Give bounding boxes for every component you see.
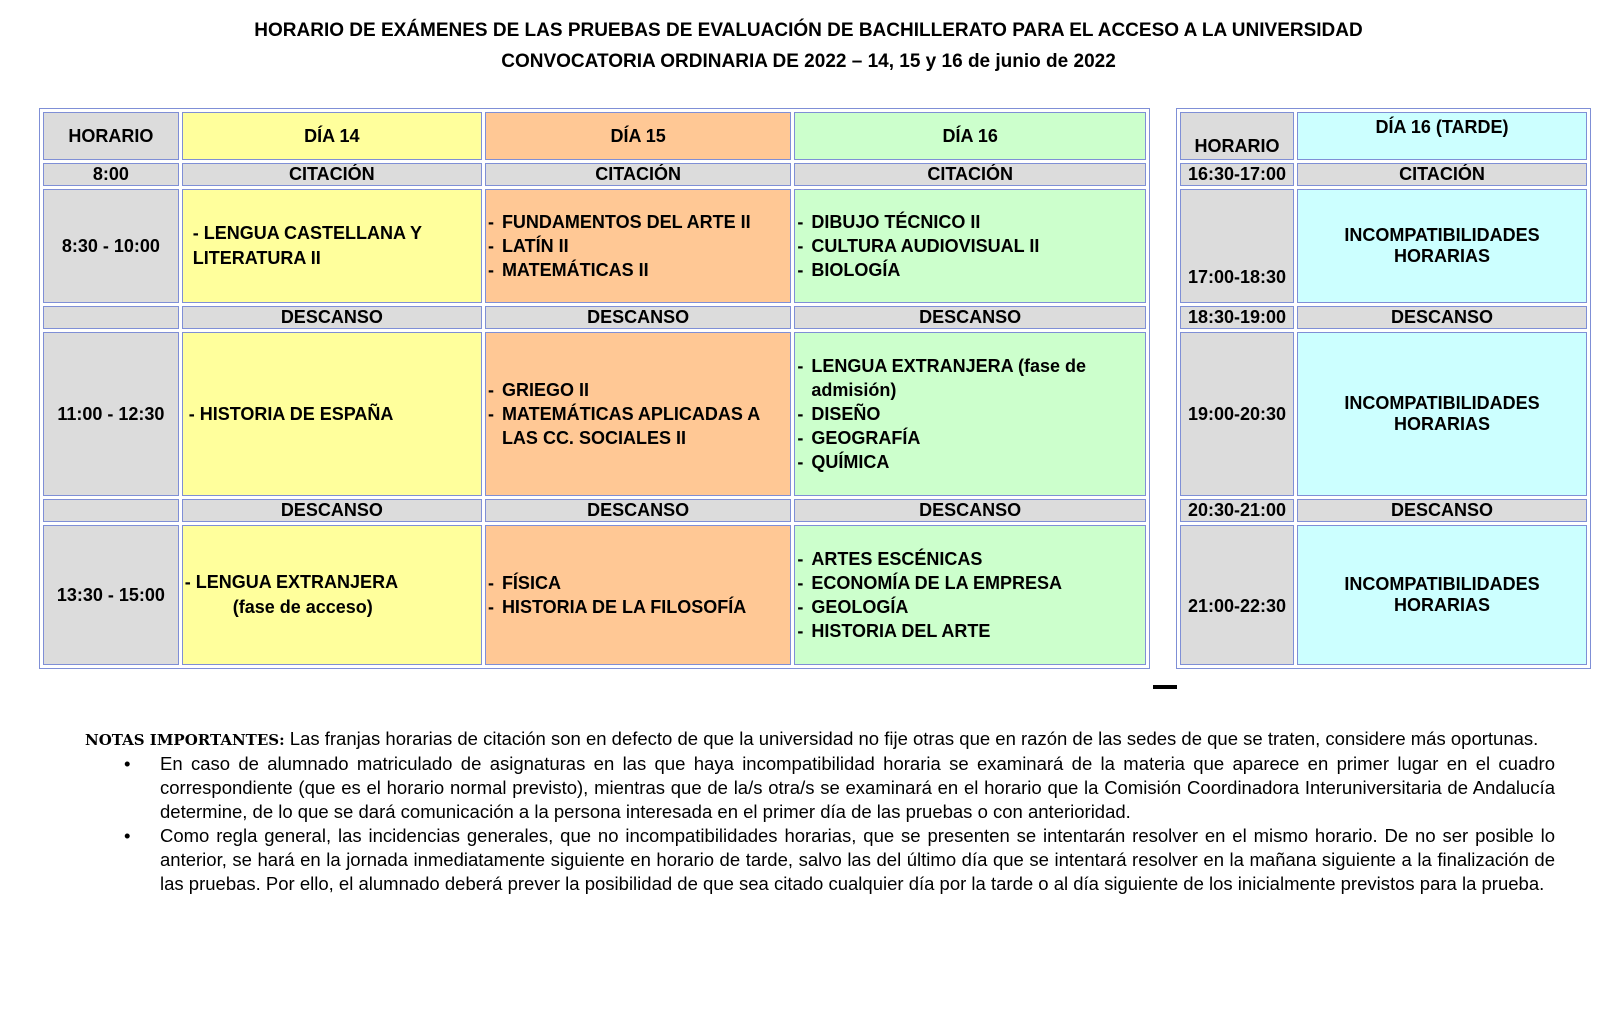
afternoon-descanso-1-time: 18:30-19:00 (1180, 306, 1294, 329)
header-dia-14: DÍA 14 (182, 112, 482, 160)
notes-list (85, 752, 1555, 896)
exam-subject: - LATÍN II (488, 234, 786, 258)
afternoon-descanso-row-2 (1180, 499, 1587, 522)
exam-subject: - LENGUA EXTRANJERA (184, 572, 399, 592)
slot-3-dia-16 (794, 525, 1146, 665)
incompat-line: INCOMPATIBILIDADES (1344, 574, 1540, 594)
notes-intro-text: Las franjas horarias de citación son en defecto de que la universidad no fije otras que en razón de las sedes de que se traten, considere más oportunas. (284, 728, 1539, 749)
exam-subject: - BIOLOGÍA (797, 258, 1141, 282)
descanso-1-dia-15: DESCANSO (485, 306, 791, 329)
slot-row-3 (43, 525, 1146, 665)
incompat-line: HORARIAS (1393, 595, 1490, 615)
slot-2-dia-16 (794, 332, 1146, 496)
exam-subject: LITERATURA II (192, 248, 321, 268)
exam-subject: - ECONOMÍA DE LA EMPRESA (797, 571, 1141, 595)
exam-subject: - MATEMÁTICAS APLICADAS A LAS CC. SOCIALES II (488, 402, 786, 450)
exam-subject: - DISEÑO (797, 402, 1141, 426)
afternoon-slot-1-cell (1297, 189, 1587, 303)
afternoon-slot-3-time: 21:00-22:30 (1180, 525, 1294, 665)
citacion-row (43, 163, 1146, 186)
afternoon-slot-row-2 (1180, 332, 1587, 496)
header-dia-15: DÍA 15 (485, 112, 791, 160)
exam-subject: - MATEMÁTICAS II (488, 258, 786, 282)
slot-1-dia-14 (182, 189, 482, 303)
bullet-icon: • (124, 825, 131, 846)
descanso-2-dia-15: DESCANSO (485, 499, 791, 522)
document-subtitle: CONVOCATORIA ORDINARIA DE 2022 – 14, 15 y 16 de junio de 2022 (501, 51, 1116, 72)
exam-subject: - LENGUA CASTELLANA Y (192, 223, 423, 243)
afternoon-schedule-table (1176, 108, 1591, 669)
exam-subject: - HISTORIA DE ESPAÑA (188, 403, 394, 424)
notes-section (85, 727, 1555, 896)
exam-subject: - QUÍMICA (797, 450, 1141, 474)
slot-1-dia-16 (794, 189, 1146, 303)
notes-item (85, 824, 1555, 896)
citacion-dia-15: CITACIÓN (485, 163, 791, 186)
afternoon-header-row (1180, 112, 1587, 160)
afternoon-descanso-2-time: 20:30-21:00 (1180, 499, 1294, 522)
afternoon-header-horario: HORARIO (1180, 112, 1294, 160)
descanso-1-dia-14: DESCANSO (182, 306, 482, 329)
incompat-line: INCOMPATIBILIDADES (1344, 393, 1540, 413)
exam-subject: - GEOLOGÍA (797, 595, 1141, 619)
slot-1-dia-15 (485, 189, 791, 303)
slot-2-dia-14 (182, 332, 482, 496)
slot-2-dia-15 (485, 332, 791, 496)
exam-subject: - DIBUJO TÉCNICO II (797, 210, 1141, 234)
descanso-2-dia-14: DESCANSO (182, 499, 482, 522)
notes-item-text: Como regla general, las incidencias generales, que no incompatibilidades horarias, que se presenten se intentarán resolver en el mismo horario. De no ser posible lo anterior, se hará en la jornada inmediatamente siguiente en horario de tarde, salvo las del último día que se intentará resolver en la mañana siguiente a la finalización de las pruebas. Por ello, el alumnado deberá prever la posibilidad de que sea citado cualquier día por la tarde o al día siguiente de los inicialmente previstos para la prueba. (160, 825, 1555, 894)
bullet-icon: • (124, 753, 131, 774)
afternoon-citacion-time: 16:30-17:00 (1180, 163, 1294, 186)
citacion-time: 8:00 (43, 163, 179, 186)
main-schedule-table (39, 108, 1150, 669)
afternoon-slot-row-1 (1180, 189, 1587, 303)
notes-intro (85, 727, 1555, 752)
table-separator-mark (1153, 685, 1177, 689)
incompat-line: HORARIAS (1393, 246, 1490, 266)
descanso-2-time (43, 499, 179, 522)
notes-item-text: En caso de alumnado matriculado de asignaturas en las que haya incompatibilidad horaria se examinará de la materia que aparece en primer lugar en el cuadro correspondiente (que es el horario normal previsto), mientras que de la/s otra/s se examinará en el horario que la Comisión Coordinadora Interuniversitaria de Andalucía determine, de lo que se dará comunicación a la persona interesada en el primer día de las pruebas o con anterioridad. (160, 753, 1555, 822)
notes-label: NOTAS IMPORTANTES: (85, 731, 285, 749)
exam-subject: - GEOGRAFÍA (797, 426, 1141, 450)
header-row (43, 112, 1146, 160)
header-horario: HORARIO (43, 112, 179, 160)
afternoon-descanso-1-label: DESCANSO (1297, 306, 1587, 329)
exam-subject: - LENGUA EXTRANJERA (fase de admisión) (797, 354, 1141, 402)
afternoon-citacion-label: CITACIÓN (1297, 163, 1587, 186)
slot-3-dia-15 (485, 525, 791, 665)
notes-item (85, 752, 1555, 824)
slot-3-time: 13:30 - 15:00 (43, 525, 179, 665)
descanso-2-dia-16: DESCANSO (794, 499, 1146, 522)
incompat-line: HORARIAS (1393, 414, 1490, 434)
descanso-1-time (43, 306, 179, 329)
descanso-1-dia-16: DESCANSO (794, 306, 1146, 329)
afternoon-descanso-2-label: DESCANSO (1297, 499, 1587, 522)
document-title: HORARIO DE EXÁMENES DE LAS PRUEBAS DE EVALUACIÓN DE BACHILLERATO PARA EL ACCESO A LA UNIVERSIDAD (254, 20, 1363, 41)
exam-subject: - HISTORIA DE LA FILOSOFÍA (488, 595, 786, 619)
afternoon-slot-row-3 (1180, 525, 1587, 665)
afternoon-descanso-row-1 (1180, 306, 1587, 329)
slot-1-time: 8:30 - 10:00 (43, 189, 179, 303)
afternoon-header-dia-16-tarde: DÍA 16 (TARDE) (1297, 112, 1587, 160)
exam-subject: - GRIEGO II (488, 378, 786, 402)
incompat-line: INCOMPATIBILIDADES (1344, 225, 1540, 245)
exam-subject: - HISTORIA DEL ARTE (797, 619, 1141, 643)
slot-row-2 (43, 332, 1146, 496)
exam-subject: - FÍSICA (488, 571, 786, 595)
afternoon-slot-3-cell (1297, 525, 1587, 665)
descanso-row-1 (43, 306, 1146, 329)
afternoon-slot-2-cell (1297, 332, 1587, 496)
header-dia-16: DÍA 16 (794, 112, 1146, 160)
afternoon-slot-1-time: 17:00-18:30 (1180, 189, 1294, 303)
exam-subject: - ARTES ESCÉNICAS (797, 547, 1141, 571)
exam-subject: - CULTURA AUDIOVISUAL II (797, 234, 1141, 258)
exam-subject-note: (fase de acceso) (232, 597, 373, 617)
slot-2-time: 11:00 - 12:30 (43, 332, 179, 496)
citacion-dia-14: CITACIÓN (182, 163, 482, 186)
exam-subject: - FUNDAMENTOS DEL ARTE II (488, 210, 786, 234)
citacion-dia-16: CITACIÓN (794, 163, 1146, 186)
descanso-row-2 (43, 499, 1146, 522)
afternoon-slot-2-time: 19:00-20:30 (1180, 332, 1294, 496)
afternoon-citacion-row (1180, 163, 1587, 186)
slot-3-dia-14 (182, 525, 482, 665)
slot-row-1 (43, 189, 1146, 303)
